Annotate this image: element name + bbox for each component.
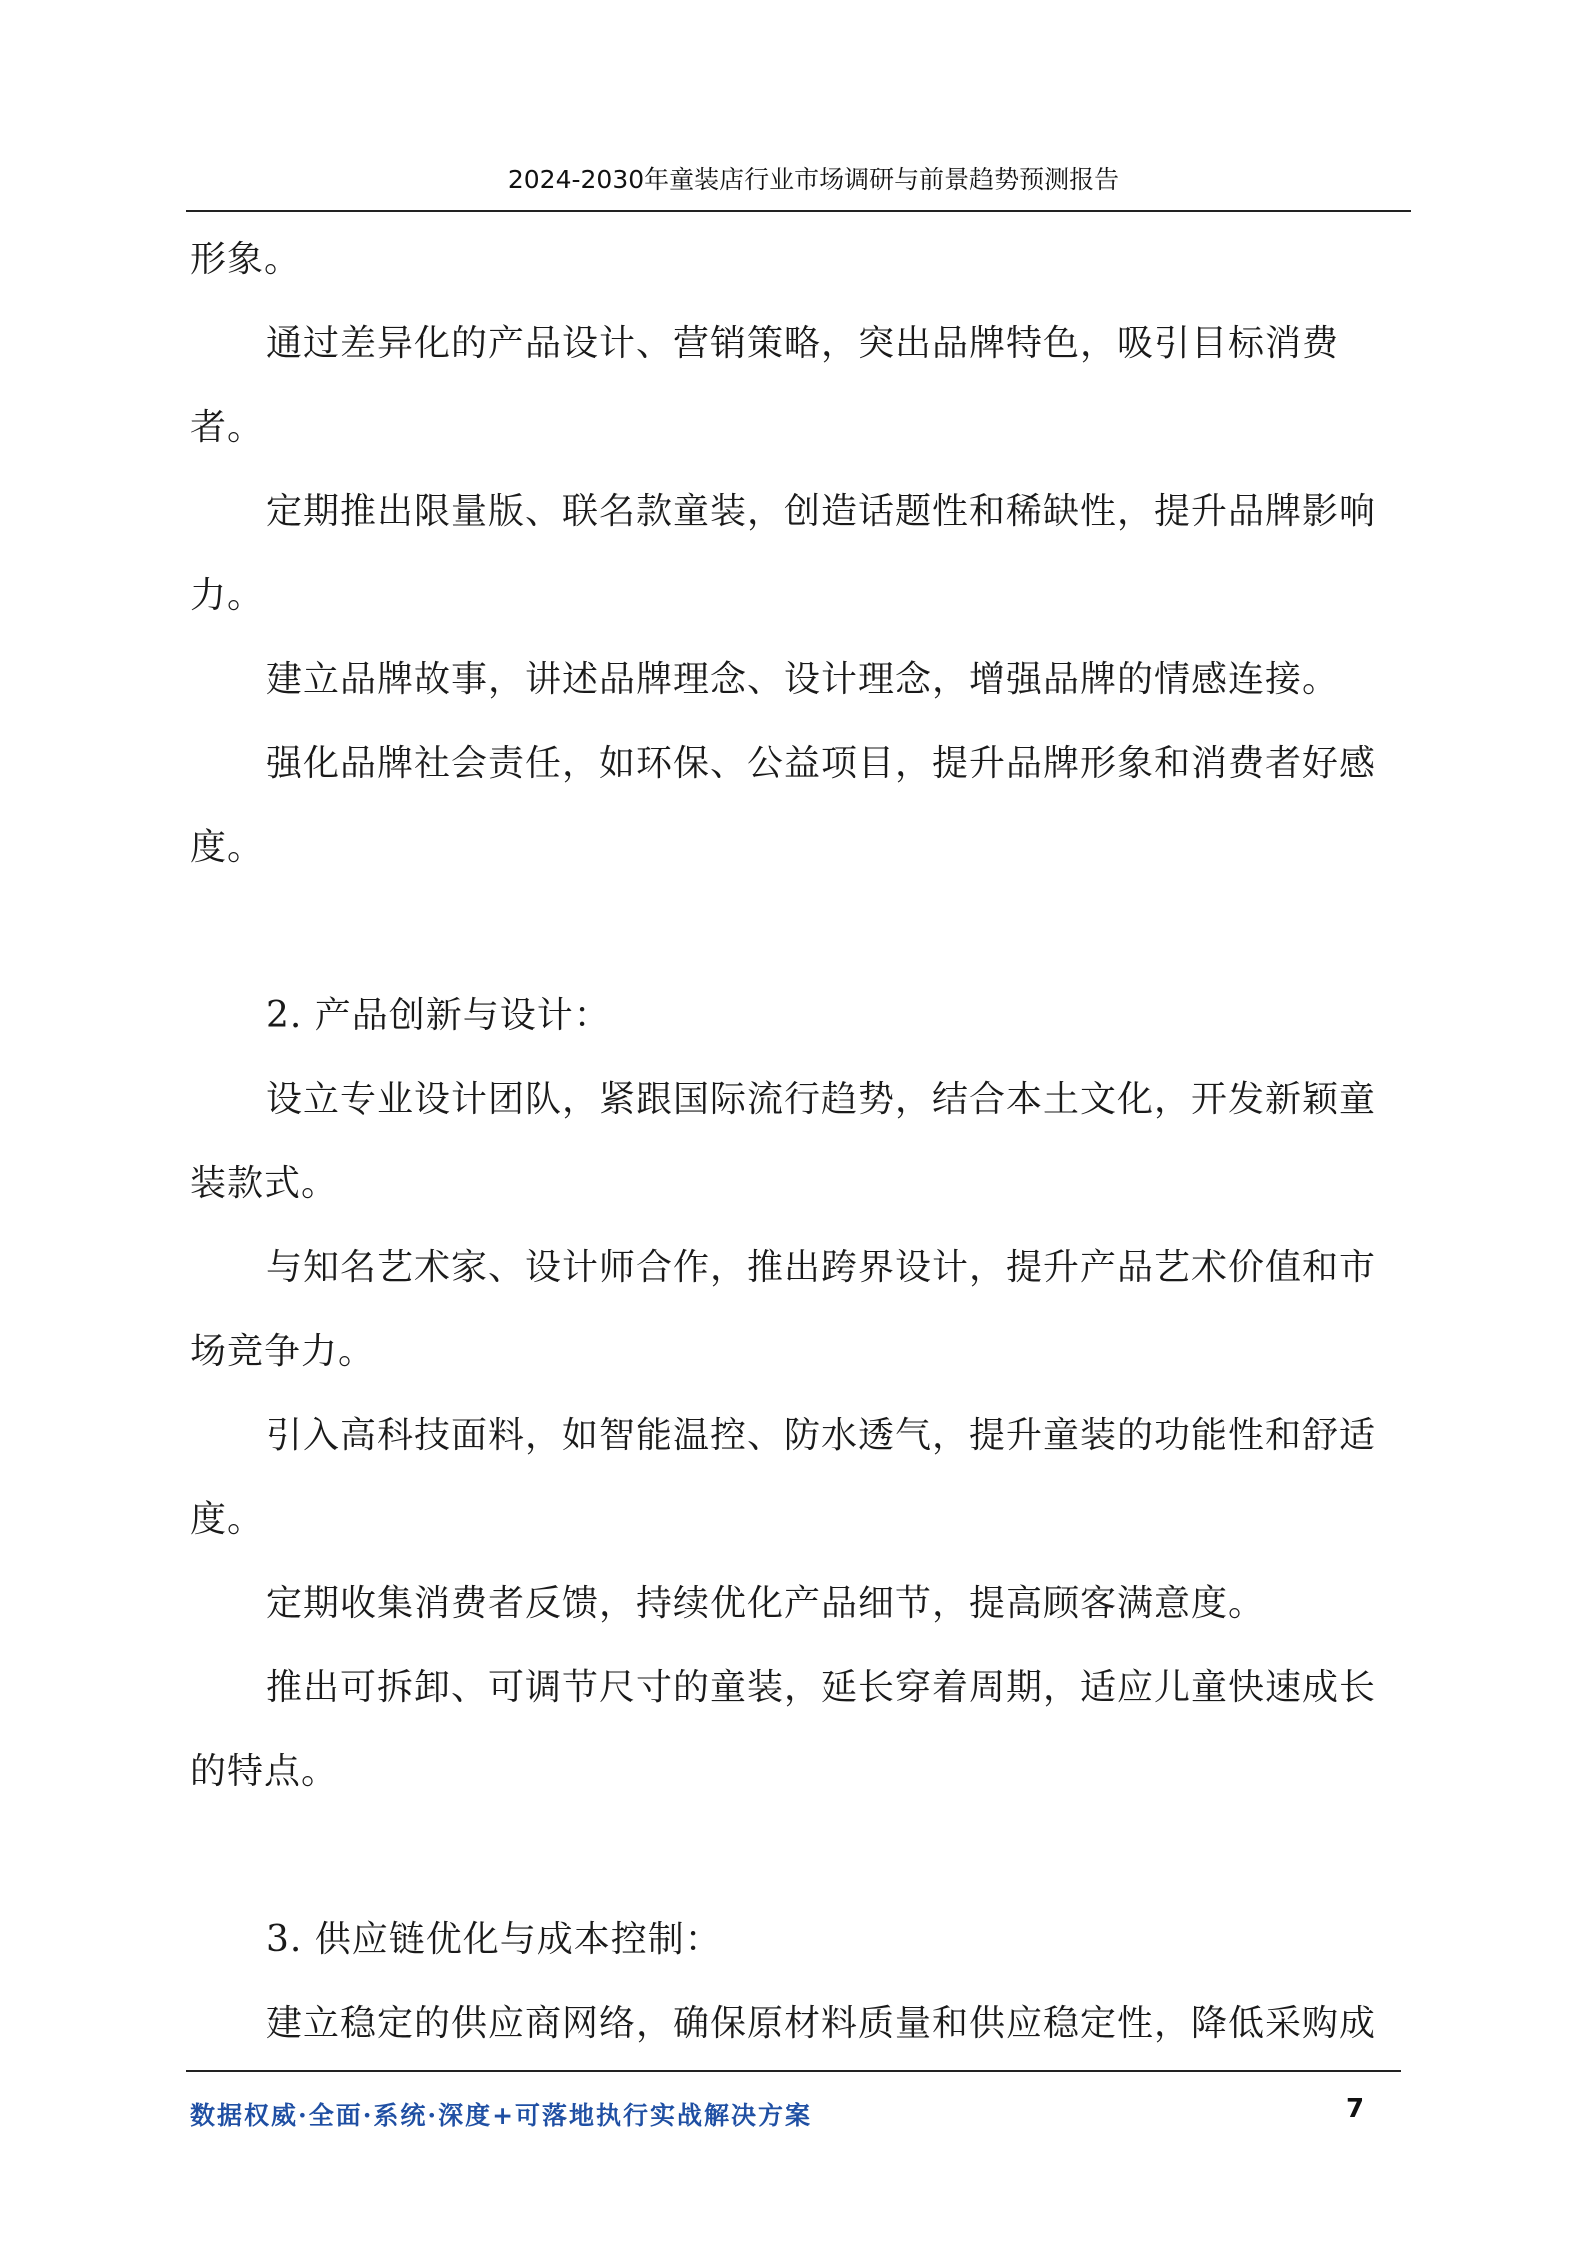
section-heading: 2. 产品创新与设计：: [266, 995, 611, 1036]
report-title: 2024-2030年童装店行业市场调研与前景趋势预测报告: [507, 165, 1120, 194]
section-heading: 3. 供应链优化与成本控制：: [266, 1919, 722, 1960]
paragraph: 建立稳定的供应商网络，确保原材料质量和供应稳定性，降低采购成: [266, 2003, 1377, 2044]
section-product-innovation: [190, 974, 1402, 1814]
paragraph: 定期推出限量版、联名款童装，创造话题性和稀缺性，提升品牌影响力。: [190, 491, 1377, 616]
document-body: [190, 218, 1402, 2066]
page-number: 7: [1346, 2094, 1365, 2124]
brand-section-continuation: [190, 218, 1402, 890]
paragraph: 形象。: [190, 239, 302, 280]
paragraph: 定期收集消费者反馈，持续优化产品细节，提高顾客满意度。: [266, 1583, 1266, 1624]
footer-slogan: 数据权威·全面·系统·深度+可落地执行实战解决方案: [190, 2101, 813, 2130]
footer-divider: [186, 2070, 1401, 2072]
paragraph: 建立品牌故事，讲述品牌理念、设计理念，增强品牌的情感连接。: [266, 659, 1340, 700]
section-supply-chain: [190, 1898, 1402, 2066]
paragraph: 强化品牌社会责任，如环保、公益项目，提升品牌形象和消费者好感度。: [190, 743, 1377, 868]
paragraph: 与知名艺术家、设计师合作，推出跨界设计，提升产品艺术价值和市场竞争力。: [190, 1247, 1377, 1372]
paragraph: 引入高科技面料，如智能温控、防水透气，提升童装的功能性和舒适度。: [190, 1415, 1377, 1540]
paragraph: 设立专业设计团队，紧跟国际流行趋势，结合本土文化，开发新颖童装款式。: [190, 1079, 1377, 1204]
paragraph: 推出可拆卸、可调节尺寸的童装，延长穿着周期，适应儿童快速成长的特点。: [190, 1667, 1377, 1792]
page-header: [186, 160, 1411, 212]
paragraph: 通过差异化的产品设计、营销策略，突出品牌特色，吸引目标消费者。: [190, 323, 1340, 448]
